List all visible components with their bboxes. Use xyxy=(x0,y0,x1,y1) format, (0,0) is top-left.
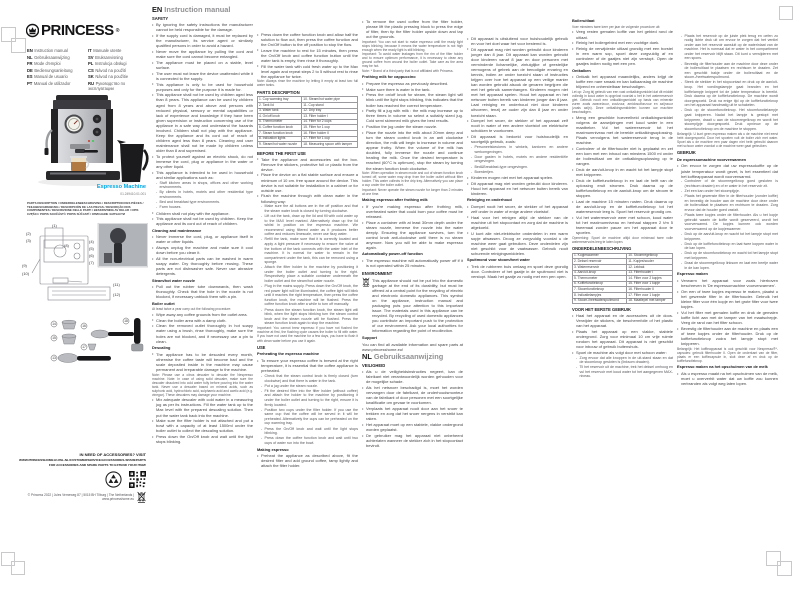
parts-table-cell: 3. Waterreservoir xyxy=(573,264,627,270)
bullet-item: • Kinderen mogen niet met het apparaat spelen. xyxy=(467,175,568,180)
language-item-sk xyxy=(88,74,152,79)
parts-table-cell: 8. Indication lights xyxy=(258,136,302,142)
parts-table-cell: 2. Deksel reservoir xyxy=(573,259,627,265)
svg-text:(6): (6) xyxy=(89,253,94,258)
sub-heading: Reiniging en onderhoud xyxy=(467,197,512,203)
bullet-item: • Make sure the filter holder is not attached and put a bowl with a capacity of at least 1500ml under the boiler outlet to collect the descaling solution. xyxy=(152,418,253,433)
bullet-item: • All the non-electrical parts can be washed in warm soapy water. Dry thoroughly before reusing. These parts are not dishwasher safe. Never use abrasive detergents. xyxy=(152,256,253,276)
note-text: Important: You cannot brew espresso if you have not flushed the machine at first, the flushing cycle causes the boiler to fill with water. If you have not used the machine for a few days, you have to flush it with clean water before you use it again. xyxy=(257,326,358,343)
language-name: Instruction manual xyxy=(34,48,68,53)
sub-bullet-item: - Farm houses. xyxy=(152,205,253,210)
sub-bullet-item: - Plug in the mains supply. Press down the On/Off knob, the red power light will be illuminated, the coffee light will blink until it reaches the right temperature, then press the coffee function knob, the machine will be flushed. Press the coffee function knob after a while to turn off manually. xyxy=(257,284,358,307)
language-list xyxy=(27,48,152,91)
bullet-item: • Pull out the rubber tube downwards, then wash thoroughly. Check that the hole in the nozzle is not blocked, if necessary unblock them with a pin. xyxy=(152,284,253,299)
parts-table-row xyxy=(573,298,673,304)
bullet-item: • Leave the machine to rest for 15 minutes, then press the On/Off knob and coffee function button until the water tank is empty, then rinse it thoroughly. xyxy=(257,48,358,63)
language-name: Návod na použitie xyxy=(95,74,129,79)
bullet-item: • Als u de veiligheidsinstructies negeert, kan de fabrikant niet verantwoordelijk worden gehouden voor de mogelijke schade. xyxy=(362,369,463,384)
svg-text:(7): (7) xyxy=(89,260,94,265)
bullet-item: • Reinig de verwijderde uitlaat grondig met een borstel in een warm sop, spoel deze zorgvuldig af en controleer of de gaatjes niet zijn verstopt. Open de gaatjes indien nodig met een pen. xyxy=(572,46,673,66)
section-heading: PARTS DESCRIPTION xyxy=(257,90,300,96)
language-item-nl xyxy=(27,55,85,60)
parts-table-cell: 6. Koffiefunctieknop xyxy=(573,281,627,287)
section-heading: ONDERDELENBESCHRIJVING xyxy=(572,246,632,252)
svg-text:(3): (3) xyxy=(26,238,31,243)
language-section-header xyxy=(362,353,463,361)
bullet-item: • Vul het waterreservoir weer met schoon, koud water tot het maximumniveau en herhaal stappen 2 t/m 5 tweemaal zonder pauze om het apparaat door te spoelen. xyxy=(572,215,673,235)
environment-text: This appliance should not be put into the domestic garbage at the end of its durability, but must be offered at a central point for the recycling of electric and electronic domestic appliances. This symbol on the appliance, instruction manual and packaging puts your attention to this important issue. The materials used in this appliance can be recycled. By recycling of used domestic appliances you contribute an important push to the protection of our environment. Ask your local authorities for information regarding the point of recollection. xyxy=(372,277,463,334)
sub-heading: Espresso maken na het opschuimen van de melk xyxy=(677,364,768,370)
parts-diagram xyxy=(20,223,148,320)
language-name: Mode d'emploi xyxy=(34,61,61,66)
language-name: Manual de usuario xyxy=(34,74,68,79)
bullet-item: • Mix adequate descaler with cold water in a measuring jug as per its instructions. Fill the water tank up to the Max level with the prepared descaling solution. Then put the water tank back into the machine. xyxy=(152,397,253,417)
bullet-item: • Make sure there is water in the tank. xyxy=(362,87,463,92)
footer-url: WWW.PRINCESSHOME.EU/NL-NL/CUSTOMERSERVICE/ACCESSORIES-SPAREPARTS xyxy=(19,458,146,462)
parts-table-cell: 5. Thermometer xyxy=(258,119,302,125)
bullet-item: • U kunt alle niet-elektrische onderdelen in een warm sopje afwassen. Droog ze zorgvuldig voordat u de machine weer gaat gebruiken. Deze onderdelen zijn niet geschikt voor de vaatwasser. Gebruik nooit schurende reinigingsmiddelen. xyxy=(467,231,568,256)
sub-heading: Boileruitlaat xyxy=(572,18,595,24)
bullet-item: • The espresso machine will automatically power off if it is not operated within 25 minutes. xyxy=(362,258,463,268)
parts-table-cell: 15. Filter for 1 cup xyxy=(302,125,358,131)
parts-table-cell: 16. Filter holder II xyxy=(302,131,358,137)
bullet-item: • Clean the boiler area with a damp cloth. xyxy=(152,318,253,323)
svg-text:14: 14 xyxy=(52,322,56,327)
svg-text:16: 16 xyxy=(82,324,86,329)
weee-bin-icon xyxy=(362,277,370,287)
svg-text:(2): (2) xyxy=(26,231,31,236)
sub-bullet-item: - Bed and breakfast type environments. xyxy=(152,200,253,205)
note-text: Opmerking: Spoel de machine altijd door minimaal twee volle waterreservoirs leeg te laten lopen. xyxy=(572,235,673,244)
sub-heading: Automatically power-off function xyxy=(362,251,423,257)
sub-bullet-item: - Plaats twee kopjes onder de filterhouder. Als u het kopje gebruikt waarin de koffie wordt geserveerd, wordt het voorverwarmd. De kopjes kunnen ook worden voorverwarmd op de kopjeswarmer. xyxy=(677,213,778,231)
section-heading: USE xyxy=(257,345,266,351)
crop-mark xyxy=(11,561,25,575)
sub-heading: Making espresso xyxy=(257,446,289,452)
crown-icon xyxy=(26,23,39,38)
text-column-1 xyxy=(152,5,253,565)
sub-bullet-item: - Draai de stoomregelknop linksom en laat een beetje water in de kan lopen. xyxy=(677,261,778,270)
language-section-title: Instruction manual xyxy=(164,5,231,14)
note-text: Note: When operation in steam mode and out of steam function knob turned off, some water may drop from the boiler outlet without filter holder. This water collects in the drip tray. Alternatively you can place a cup under the boiler outlet. xyxy=(362,171,463,188)
bullet-item: • Place the nozzle into the milk about 20mm deep and turn the steam control knob in an anti clockwise direction, the milk will begin to increase in volume and appear frothy. When the volume of the milk has doubled, fully immerse the nozzle and continue heating the milk. Once the desired temperature is reached (60°C is optimum), stop the steam by turning the steam function knob clockwise. xyxy=(362,130,463,171)
language-name: Bedienungsanleitung xyxy=(34,67,73,73)
language-code: PT xyxy=(27,80,33,86)
weee-bin-icon xyxy=(137,491,146,503)
sub-bullet-item: - Press down the steam function knob, the steam light will blink, when the light stops blinking turn the steam control knob and the steam nozzle will be flushed. Press the steam function knob again to stop the machine. xyxy=(257,308,358,326)
bullet-item: • Laat de machine 15 minuten rusten. Druk daarna op de aan/uit-knop en de koffiefunctieknop tot het waterreservoir leeg is. Spoel het reservoir grondig om. xyxy=(572,199,673,214)
bullet-item: • Vul het filter met gemalen koffie en druk de gemalen koffie licht aan met de tamper van het maatschepje. Veeg de rand van het filter schoon. xyxy=(677,310,778,325)
parts-table-cell: 17. Filter voor 1 kopje xyxy=(627,293,673,299)
sub-bullet-item: - Zorg ervoor dat alle knoppen in de uit-stand staan en dat de stoomknop gesloten is (linksom draaien). xyxy=(572,356,673,365)
logo-wordmark: PRINCESS xyxy=(41,22,114,39)
sub-bullet-item: - Make sure the all buttons are in the off position and that the steam water knob is closed by turning clockwise. xyxy=(257,204,358,213)
language-name: Manuale utente xyxy=(93,48,122,53)
sub-bullet-item: - Steek de stekker in het stopcontact en druk op de aan/uit-knop. Het voedingslampje gaat branden en het koffielampje knippert tot de juiste temperatuur is bereikt. Druk daarna op de koffiefunctieknop. De machine wordt doorgespoeld. Druk na enige tijd op de koffiefunctieknop om het apparaat handmatig uit te schakelen. xyxy=(677,80,778,107)
parts-table xyxy=(257,96,358,148)
svg-text:18: 18 xyxy=(124,319,128,324)
note-text: At least twice a year carry out the following procedure: xyxy=(152,307,232,312)
parts-table-cell: 15. Filter voor 1 kopje xyxy=(627,281,673,287)
note-text: Important: You can not start to make espresso until the ready light stops blinking, because it means the water temperature is not high enough when the ready light is still blinking. xyxy=(362,39,463,52)
bullet-item: • Dit apparaat mag niet worden gebruikt door kinderen jonger dan 8 jaar. Dit apparaat kan worden gebruikt door kinderen vanaf 8 jaar en door personen met verminderde lichamelijke, zintuiglijke of geestelijke vermogens of gebrek aan de benodigde ervaring en kennis, indien ze onder toezicht staan of instructies krijgen over hoe het apparaat op een veilige manier kan worden gebruikt alsook de gevaren begrijpen die met het gebruik samenhangen. Kinderen mogen niet met het apparaat spelen. Houd het apparaat en het netsnoer buiten bereik van kinderen jonger dan 8 jaar. Laat reiniging en onderhoud niet door kinderen uitvoeren, tenzij ze ouder zijn dan 8 jaar en onder toezicht staan. xyxy=(467,47,568,118)
section-heading: SAFETY xyxy=(152,16,169,22)
sub-bullet-item: - Bed&Breakfast-type omgevingen. xyxy=(467,165,568,170)
sub-heading: Making espresso after frothing milk xyxy=(362,197,428,203)
note-text: Note: Please use a citrus descaler to descale the Nespresso machine. Note: In case of using solid descaler, make sure the descaler dissolved into cold water fully before pouring into the water tank. Never use a descaler based on mineral acids, such as sulphuric acid, hydrochloric acid, sulphamic acid and acetic acid (e.g. vinegar). These descalers may damage your machine. xyxy=(152,372,253,397)
crop-mark xyxy=(779,6,793,20)
parts-table-cell: 5. Thermometer xyxy=(573,276,627,282)
language-name: Bruksanvisning xyxy=(95,54,123,60)
parts-table-cell: 10. Stoomregelknop xyxy=(627,253,673,259)
language-name: Руководство по эксплуатации xyxy=(88,80,126,91)
language-code: PL xyxy=(88,61,94,66)
sub-bullet-item: - Druk op de aan/uit-knop en wacht tot het lampje stopt met knipperen. xyxy=(677,232,778,241)
bullet-item: • Dit apparaat is uitsluitend voor huishoudelijk gebruik en voor het doel waar het voor bestemd is. xyxy=(467,36,568,46)
bullet-item: • Om een of twee kopjes espresso te maken, plaatst u het gewenste filter in de filterhouder. Gebruik het kleine filter voor één kopje en het grote filter voor twee kopjes. xyxy=(677,289,778,309)
sub-bullet-item: - Personeelskeukens in winkels, kantoren en andere werkomgevingen. xyxy=(467,145,568,154)
parts-table-cell: 1. Cup warming tray xyxy=(258,97,302,103)
product-name: Espresso Machine xyxy=(96,184,146,190)
parts-table-cell: 8. Indicatielampjes xyxy=(573,293,627,299)
language-item-pl xyxy=(88,61,152,66)
bullet-item: • Als het netsnoer beschadigd is, moet het worden vervangen door de fabrikant, de onderhoudsmonteur van de fabrikant of door personen met een soortgelijke kwalificatie om gevaar te voorkomen. xyxy=(362,385,463,405)
crop-mark xyxy=(11,38,26,53)
bullet-item: • Verplaats het apparaat nooit door aan het snoer te trekken en zorg dat het snoer nergens in verstrikt kan raken. xyxy=(362,406,463,421)
bullet-item: • Haal het apparaat en de accessoires uit de doos. Verwijder de stickers, de beschermfolie of het plastic van het apparaat. xyxy=(572,313,673,328)
bullet-item: • Dompel nooit het snoer, de stekker of het apparaat zelf onder in water of enige andere vloeistof. xyxy=(467,204,568,214)
note-text: Note: * Brand of a third party that is not affiliated with Princess. xyxy=(362,68,454,73)
recycle-icon xyxy=(105,471,122,488)
language-code: NL xyxy=(27,54,33,60)
text-column-4 xyxy=(467,5,568,595)
sub-bullet-item: - Position two cups under the filter holder. If you use the same cup that the coffee will be served in it will be preheated. Alternatively the cups can be preheated on the cup warming tray. xyxy=(257,408,358,426)
sub-bullet-item: - Bevestig de filterhouder aan de machine door deze onder de boileruitlaat te plaatsen en rechtsom te draaien. Zet een geschikt bakje onder de boileruitlaat en de stoom-/heetwaterspuitmond. xyxy=(677,62,778,80)
product-photo xyxy=(34,94,150,193)
parts-table-cell: 11. Cup stand xyxy=(302,102,358,108)
text-column-2 xyxy=(257,5,358,591)
parts-table-cell: 14. Filter voor 2 kopjes xyxy=(627,276,673,282)
crop-mark xyxy=(777,561,792,576)
bullet-item: • To protect yourself against an electric shock, do not immerse the cord, plug or appliance in the water or any other liquid. xyxy=(152,154,253,169)
bullet-item: • The user must not leave the device unattended while it is connected to the supply. xyxy=(152,71,253,81)
footer xyxy=(6,452,146,503)
svg-text:(4): (4) xyxy=(89,239,94,244)
language-code: DE xyxy=(27,67,33,73)
bullet-item: • Plaats het apparaat op een vlakke, stabiele ondergrond. Zorg voor minimaal 10 cm vrije ruimte rondom het apparaat. Dit apparaat is niet geschikt voor inbouw of gebruik buitenshuis. xyxy=(572,329,673,349)
bullet-item: • Bevestig de filterhouder aan de machine en plaats een of twee kopjes onder de filterhouder. Druk op de koffiefunctieknop zodra het lampje stopt met knipperen. xyxy=(677,326,778,346)
bullet-item: • Clean the removed outlet thoroughly in hot soapy water using a brush, rinse thoroughly, make sure the holes are not blocked, and if necessary use a pin to clean. xyxy=(152,323,253,343)
bullet-item: • This appliance shall not be used by children aged less than 8 years. This appliance can be used by children aged from 8 years and above and persons with reduced physical, sensory or mental capabilities or lack of experience and knowledge if they have been given supervision or instruction concerning use of the appliance in a safe way and understand the hazards involved. Children shall not play with the appliance. Keep the appliance and its cord out of reach of children aged less than 8 years. Cleaning and user maintenance shall not be made by children unless older than 8 and supervised. xyxy=(152,92,253,153)
bullet-item: • Partly fill a jug with milk : the milk may increase up to three times in volume so select a suitably sized jug. Cold semi skimmed milk gives the best results. xyxy=(362,108,463,123)
sub-bullet-item: - Press down the coffee function knob and wait until two cups of water run into the bowl. xyxy=(257,436,358,445)
footer-accessories-line: IN NEED OF ACCESSORIES? VISIT xyxy=(79,452,146,457)
bullet-item: • Flush the machine through with clean water in the following way: xyxy=(257,193,358,203)
bullet-item: • The appliance has to be descaled every month, otherwise the coffee taste will become bad and the scale deposited inside in the machine may cause permanent and irreparable damage to the machine. xyxy=(152,352,253,372)
bullet-item: • Als u espresso maakt na het opschuimen van de melk, moet u oververhit water dat uw koffie zou kunnen verbranden als volgt weg laten lopen. xyxy=(677,371,778,386)
bullet-item: • To remove the used coffee from the filter holder, please lift the plastic pressing block to press the edge of filter, then tip the filter holder upside down and tap out the grounds. xyxy=(362,19,463,39)
sub-bullet-item: - Door gasten in hotels, motels en andere residentiële omgevingen. xyxy=(467,155,568,164)
parts-table-cell: 12. Drip tray xyxy=(302,108,358,114)
language-section-code: EN xyxy=(152,5,163,14)
bullet-item: • This appliance shall not be used by children. Keep the appliance and its cord out of reach of children. xyxy=(152,216,253,226)
section-heading: GEBRUIK xyxy=(677,150,696,156)
sub-heading: Espresso maken xyxy=(677,271,708,277)
bullet-item: • Dit apparaat mag niet worden gebruikt door kinderen. Houd het apparaat en het netsnoer buiten bereik van kinderen. xyxy=(467,181,568,196)
bullet-item: • Fill the water tank with cold fresh water up to the Max level again and repeat steps 2 to 5 without rest to rinse the appliance for twice. xyxy=(257,64,358,79)
text-column-5 xyxy=(572,5,673,577)
sub-bullet-item: - Controleer of de stoomregelknop goed gesloten is (rechtsom draaien) en of er water in het reservoir zit. xyxy=(677,179,778,188)
parts-table-cell: 7. Stoomfunctieknop xyxy=(573,287,627,293)
bullet-item: • Druk de koffiefunctieknop in en laat de helft van de oplossing eruit stromen. Druk daarna op de koffiefunctieknop en de aan/uit-knop om de stroom te stoppen. xyxy=(572,178,673,198)
bullet-item: • If you're making espresso after frothing milk, overheated water that could burn your coffee must be released. xyxy=(362,204,463,219)
parts-table-cell: 14. Filter for 2 cups xyxy=(302,119,358,125)
footer-spareparts-line: FOR ACCESSORIES AND SPARE PARTS TO EXTEND YOUR ITEM! xyxy=(48,463,146,467)
bullet-item: • Controleer of de filterhouder niet is geplaatst en zet een kom met een inhoud van minstens 1500 ml onder de boileruitlaat om de ontkalkingsoplossing op te vangen. xyxy=(572,146,673,166)
bullet-item: • Children shall not play with the appliance. xyxy=(152,211,253,216)
bullet-item: • Het apparaat moet op een stabiele, vlakke ondergrond worden geplaatst. xyxy=(362,422,463,432)
sub-bullet-item: - Til het reservoir uit de machine, trek het deksel omhoog en vul het reservoir met koud water tot het aangegeven MAX-niveau. xyxy=(572,365,673,379)
language-code: IT xyxy=(88,48,92,53)
section-heading: BEFORE THE FIRST USE xyxy=(257,150,306,156)
language-item-es xyxy=(27,74,85,79)
language-section-title: Gebruiksaanwijzing xyxy=(373,351,444,361)
svg-text:(1): (1) xyxy=(52,223,57,228)
bullet-item: • Always unplug the machine and make sure it cool down before you clean it. xyxy=(152,245,253,255)
sub-heading: Ontkalken xyxy=(572,67,591,73)
language-item-sv xyxy=(88,55,152,60)
parts-table-cell: 13. Filterhouder I xyxy=(627,270,673,276)
sub-bullet-item: - Press the On/Off knob and wait until the light stops blinking. xyxy=(257,427,358,436)
language-code: EN xyxy=(27,48,33,53)
parts-table-cell: 18. Maatlepel met tamper xyxy=(627,298,673,304)
bullet-item: • Druk de aan/uit-knop in en wacht tot het lampje stopt met knipperen. xyxy=(572,167,673,177)
bullet-item: • This appliance is intended to be used in household and similar applications such as: xyxy=(152,170,253,180)
bullet-item: • Dit apparaat is bedoeld voor huishoudelijk en soortgelijk gebruik, zoals: xyxy=(467,134,568,144)
parts-table-cell: 9. Steam/hot water nozzle xyxy=(258,142,302,148)
weee-icon-wrap xyxy=(362,277,370,288)
bullet-item: • If the supply cord is damaged, it must be replaced by the manufacturer, its service agent or similarly qualified persons in order to avoid a hazard. xyxy=(152,33,253,48)
svg-text:13: 13 xyxy=(52,356,56,361)
note-text: Important: To avoid water leakages from the rim of the filter holder and to ensure optimum performance, it is necessary to clean any ground coffee from around the boiler outlet. Take care as the area may be hot. xyxy=(362,52,463,69)
registered-mark: ® xyxy=(115,27,120,34)
bullet-item: • Preheat the appliance as described above, fit the desired filter and add ground coffee, tamp lightly and attach the filter holder. xyxy=(257,453,358,468)
parts-table-cell: 16. Filterhouder II xyxy=(627,287,673,293)
parts-table-row xyxy=(258,142,358,148)
princess-logo xyxy=(26,22,119,39)
text-column-3 xyxy=(362,5,463,578)
bullet-item: • Ontkalk het apparaat maandelijks, anders krijgt de koffie een nare smaak en kan kalkaanslag de machine blijvend en onherstelbaar beschadigen. xyxy=(572,74,673,89)
sub-bullet-item: - Plaats het reservoir op de juiste plek terug en oefen zo nodig lichte druk uit om ervoor te zorgen dat het ventiel onder aan het reservoir aansluit op de waterinlaat van de machine. Het is normaal dat er water in het compartiment onder het reservoir blijft staan. Dit kunt u verwijderen met een spons. xyxy=(677,34,778,61)
language-item-pt xyxy=(27,81,85,91)
sub-heading: Support xyxy=(362,335,377,341)
svg-text:(9): (9) xyxy=(22,263,27,268)
sub-bullet-item: - Put a jug under the steam nozzle. xyxy=(257,384,358,389)
sub-heading: Preheating the espresso machine xyxy=(257,351,320,357)
note-text: Note: Always rinse the machine by letting it empty at least two full water tanks. xyxy=(257,79,358,88)
language-item-en xyxy=(27,48,85,53)
product-model: 01.249410.01.001 xyxy=(120,192,146,196)
svg-text:(5): (5) xyxy=(89,246,94,251)
note-text: Belangrijk: Het koffieapparaat is ook geschikt voor Nespresso®*-capsules: gebruik filterhouder II. Open de onderkant van de filter, plaats er een koffiecapsule in, sluit deze af en druk op de koffiefunctieknop. xyxy=(677,346,778,363)
bullet-item: • Never move the appliance by pulling the cord and make sure the cord cannot become entangled. xyxy=(152,49,253,59)
sub-heading: Frothing milk for cappuccino xyxy=(362,74,416,80)
parts-table-cell: 18. Measuring spoon with tamper xyxy=(302,142,358,148)
svg-text:15: 15 xyxy=(52,336,56,341)
bullet-item: • Place a container with at least 30mm depth under the steam nozzle, immerse the nozzle into the water deeply. Ensuring the appliance survives, turn the control knob anti-clockwise until there is no steam anymore. Now you will be able to make espresso again. xyxy=(362,220,463,250)
language-code: ES xyxy=(27,74,33,79)
bullet-item: • Take the appliance and accessories out the box. Remove the stickers, protective foil or plastic from the device. xyxy=(257,157,358,172)
sub-bullet-item: - Refill the tank, make sure that it is correctly located and apply a light pressure if necessary to ensure the valve at the bottom of the tank connects with the water inlet of the machine. It is normal for water to remain in the compartment under the tank, this can be removed using a sponge. xyxy=(257,237,358,264)
parts-description-caption: PARTS DESCRIPTION / ONDERDELENBESCHRIJVING / DESCRIPTION DES PIÈCES / TEILEBESCHREIBUNG / DESCRIPCIÓN DE LAS PIEZAS / DESCRIÇÃO DOS COMPONENTES / DESCRIZIONE DELLE PARTI / BESKRIVNING AV DELAR / OPIS CZĘŚCI / POPIS SOUČÁSTÍ / POPIS SÚČASTÍ / ОПИСАНИЕ ЗАПЧАСТИ xyxy=(27,201,144,216)
language-item-it xyxy=(88,48,152,53)
sub-heading: Spuitmond voor stoom/heet water xyxy=(467,257,530,263)
bullet-item: • This appliance is only to be used for household purposes and only for the purpose it is made for. xyxy=(152,82,253,92)
language-section-code: NL xyxy=(362,351,372,361)
language-name: Instrukcja obsługi xyxy=(94,61,127,66)
sub-bullet-item: - Staff kitchen areas in shops, offices and other working environments. xyxy=(152,181,253,190)
text-column-6 xyxy=(677,5,778,593)
bullet-item: • De gebruiker mag het apparaat niet onbeheerd achterlaten wanneer de stekker zich in het stopcontact bevindt. xyxy=(362,433,463,448)
parts-table-cell: 3. Water tank xyxy=(258,108,302,114)
sub-bullet-item: - Check that the steam control knob is firmly closed (turn clockwise) and that there is water in the tank. xyxy=(257,374,358,383)
language-name: Manual de utilizador xyxy=(33,80,71,86)
bullet-item: • Press the on/off knob for steam, the steam light will blink until the light stops blinking, this indicates that the boiler has reached the correct temperature. xyxy=(362,92,463,107)
svg-text:(11): (11) xyxy=(113,282,120,287)
bullet-item: • Wipe away any coffee grounds from the outlet area. xyxy=(152,312,253,317)
sub-bullet-item: - Lift out the tank, draw up the lid and fill with cold water up to the MAX level marked. Alternatively draw up the lid whilst in position on the espresso machine. We recommend using filtered water as it produces better coffee and reduces limescale, never use fizzy water. xyxy=(257,214,358,237)
language-name: Gebruiksaanwijzing xyxy=(34,54,70,60)
language-item-ru xyxy=(88,81,152,91)
language-code: FR xyxy=(27,61,33,66)
sub-bullet-item: - Boerderijen. xyxy=(467,170,568,175)
parts-table-cell: 11. Kopjeshouder xyxy=(627,259,673,265)
sub-bullet-item: - Fit the desired filter into the filter holder (without coffee) and attach the holder to the machine by positioning it under the boiler outlet and turning to the right, ensure it is firmly located. xyxy=(257,389,358,407)
parts-table-cell: 4. On/off knob xyxy=(258,114,302,120)
parts-table-cell: 13. Filter holder I xyxy=(302,114,358,120)
sub-heading: Steam/hot water nozzle xyxy=(152,277,196,283)
environment-block xyxy=(362,277,463,334)
bullet-item: • Haal voor het reinigen altijd de stekker van de machine uit het stopcontact en zorg dat de machine is afgekoeld. xyxy=(467,215,568,230)
parts-table-cell: 6. Coffee function knob xyxy=(258,125,302,131)
language-code: SV xyxy=(88,54,94,60)
language-code: CS xyxy=(88,67,94,73)
parts-table-cell: 1. Kopjeswarmer xyxy=(573,253,627,259)
language-code: SK xyxy=(88,74,94,79)
language-code: RU xyxy=(88,80,95,86)
bullet-item: • Trek de rubberen buis omlaag en spoel deze grondig door. Controleer of het gaatje in de spuitmond niet is verstopt. Maak het gaatje zo nodig met een pen open. xyxy=(467,264,568,279)
bullet-item: • Verwarm het apparaat voor zoals hierboven beschreven in 'De espressomachine voorverwarmen'. xyxy=(677,278,778,288)
svg-text:(12): (12) xyxy=(113,292,121,297)
note-text: Belangrijk: U kunt geen espresso maken als u de machine niet eerst hebt doorgespoeld. Door het spoelen vult de boiler zich met water. Spoel als u de machine een paar dagen niet hebt gebruikt daarom met schoon water voordat u de machine weer gaat gebruiken. xyxy=(677,131,778,148)
bullet-item: • Reinig het boilergebied met een vochtige doek. xyxy=(572,40,673,45)
sub-bullet-item: - Druk op de stoomfunctieknop. Het stoomfunctielampje gaat knipperen. Nadat het lampje is gestopt met knipperen, draait u aan de stoomregelknop en wordt het stoompijpje doorgespoeld. Druk opnieuw op de stoomfunctieknop om de machine te stoppen. xyxy=(677,108,778,131)
sub-heading: Cleaning and maintenance xyxy=(152,227,202,233)
sub-bullet-item: - By clients in hotels, motels and other residential type environments. xyxy=(152,190,253,199)
footer-copyright: © Princess 2022 | Jules Verneweg 87 | 5015 BH Tilburg | The Netherlands | www.princesshome.eu xyxy=(27,493,134,501)
qr-code xyxy=(129,471,146,488)
accessories-diagram xyxy=(28,316,148,377)
note-text: Voer minstens twee keer per jaar de volgende procedure uit: xyxy=(572,24,661,29)
note-text: Important: Never operate the steam nozzle for longer than 2 minutes at one time. xyxy=(362,187,463,196)
parts-table-cell: 17. Filter for 1 cup xyxy=(302,136,358,142)
section-heading: ENVIRONMENT xyxy=(362,270,393,276)
bullet-item: • Om ervoor te zorgen dat uw espressokoffie op de juiste temperatuur wordt gezet, is het essentieel dat het koffieapparaat wordt voorverwarmd. xyxy=(677,163,778,178)
parts-table-cell: 2. Tank lid xyxy=(258,102,302,108)
bullet-item: • By ignoring the safety instructions the manufacturer cannot be held responsible for the damage. xyxy=(152,22,253,32)
sub-bullet-item: - Plaats het gewenste filter in de filterhouder (zonder koffie) en bevestig de houder aan de machine door deze onder de boileruitlaat te plaatsen en rechtsom te draaien. Zorg ervoor dat de houder goed vastzit. xyxy=(677,194,778,212)
parts-table-cell: 10. Steam/hot water pipe xyxy=(302,97,358,103)
bullet-item: • Position the jug under the steam nozzle. xyxy=(362,124,463,129)
bullet-item: • Spoel de machine als volgt door met schoon water: xyxy=(572,350,673,355)
sub-bullet-item: - Druk op de stoomfunctieknop en wacht tot het lampje stopt met knipperen. xyxy=(677,251,778,260)
language-item-de xyxy=(27,68,85,73)
bullet-item: • The appliance must be placed on a stable, level surface. xyxy=(152,60,253,70)
sub-bullet-item: - Attach the filter holder to the machine by positioning it under the boiler outlet and turning to the right. Respectively place a suitable container underneath the boiler outlet and the steam/hot water nozzle. xyxy=(257,265,358,283)
sub-heading: Descaling xyxy=(152,344,171,350)
parts-table-cell: 4. Aan/uit-knop xyxy=(573,270,627,276)
bullet-item: • Prepare the espresso as previously described. xyxy=(362,81,463,86)
bullet-item: • Veeg resten gemalen koffie van het gebied rond de uitlaat. xyxy=(572,29,673,39)
parts-table-cell: 7. Steam function knob xyxy=(258,131,302,137)
bullet-item: • Press down the On/Off knob and wait until the light stops blinking. xyxy=(152,434,253,444)
parts-table xyxy=(572,253,673,305)
section-heading: VEILIGHEID xyxy=(362,363,386,369)
svg-text:(10): (10) xyxy=(22,271,30,276)
bullet-item: • Place the device on a flat stable surface and ensure a minimum of 10 cm. free space around the device. This device is not suitable for installation in a cabinet or for outside use. xyxy=(257,172,358,192)
sub-heading: Boiler outlet xyxy=(152,300,175,306)
language-item-cs xyxy=(88,68,152,73)
bullet-item: • Meng een geschikte hoeveelheid ontkalkingsmiddel volgens de aanwijzingen met koud water in een maatbeker. Vul het waterreservoir tot het maximumniveau met de bereide ontkalkingsoplossing. Plaats vervolgens het waterreservoir terug in de machine. xyxy=(572,115,673,145)
paragraph: You can find all available information and spare parts at www.princesshome.eu! xyxy=(362,341,463,352)
section-heading: VOOR HET EERSTE GEBRUIK xyxy=(572,306,631,312)
language-name: Návod na použití xyxy=(95,67,127,73)
bullet-item: • Press down the coffee function knob and allow half the solution to flow out, then press the coffee function and the On/Off button to the off position to stop the flow. xyxy=(257,32,358,47)
bullet-item: • Never immerse the cord, plug, or appliance itself in water or other liquids. xyxy=(152,234,253,244)
svg-text:17: 17 xyxy=(82,345,86,350)
bullet-item: • Dompel het snoer, de stekker of het apparaat zelf nooit in water of een andere vloeistof om elektrische schokken te voorkomen. xyxy=(467,118,568,133)
sub-bullet-item: - Zet een kan onder het stoompijpje. xyxy=(677,189,778,194)
language-item-fr xyxy=(27,61,85,66)
parts-table-cell: 12. Lekbak xyxy=(627,264,673,270)
sub-bullet-item: - Druk op de koffiefunctieknop en laat twee koppen water in de kan lopen. xyxy=(677,242,778,251)
sub-heading: De espressomachine voorverwarmen xyxy=(677,156,746,162)
parts-table-cell: 9. Stoom-/heetwaterspuitmond xyxy=(573,298,627,304)
language-section-header xyxy=(152,6,253,14)
note-text: Let op: Zorg bij gebruik van een vast ontkalkingsmiddel dat dit middel volledig in koud water is opgelost voordat u het in het waterreservoir giet. Gebruik nooit een ontkalkingsmiddel op basis van minerale zuren zoals zwavelzuur, zoutzuur, amidosulfonzuur en azijnzuur (zoals azijn). Deze ontkalkingsmiddelen kunnen uw machine beschadigen. xyxy=(572,90,673,115)
bullet-item: • To ensure your espresso coffee is brewed at the right temperature, it is essential that the coffee appliance is preheated. xyxy=(257,358,358,373)
svg-text:(8): (8) xyxy=(64,243,69,248)
